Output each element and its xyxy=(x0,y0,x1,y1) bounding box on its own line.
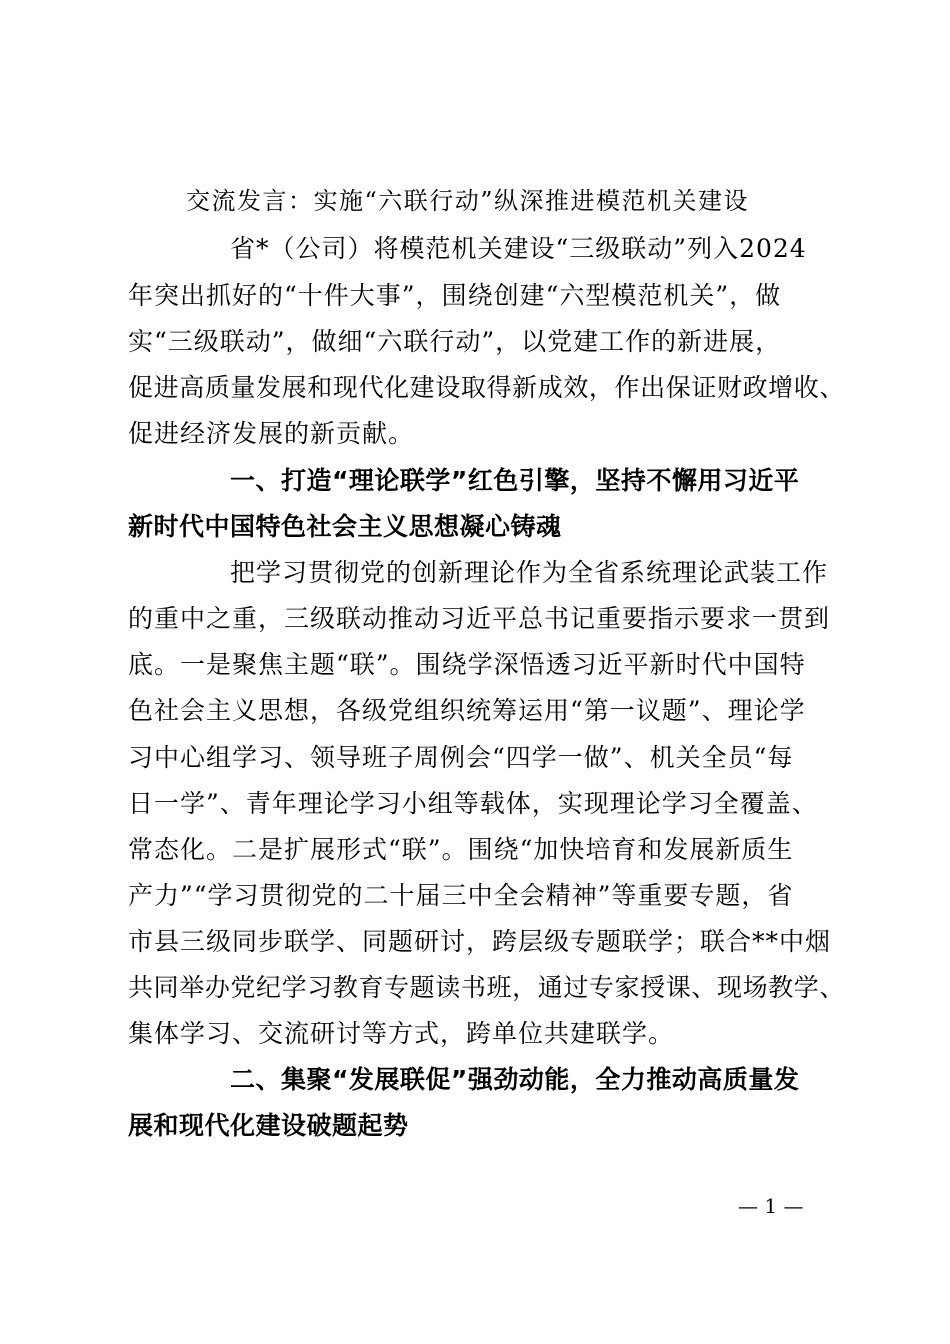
section1-body-line: 习中心组学习、领导班子周例会“四学一做”、机关全员“每 xyxy=(128,743,794,772)
section1-body-line: 常态化。二是扩展形式“联”。围绕“加快培育和发展新质生 xyxy=(128,835,794,864)
section1-body-line: 的重中之重，三级联动推动习近平总书记重要指示要求一贯到 xyxy=(128,604,831,633)
section1-body-line: 产力”“学习贯彻党的二十届三中全会精神”等重要专题，省 xyxy=(128,881,794,910)
document-title: 交流发言：实施“六联行动”纵深推进模范机关建设 xyxy=(186,187,750,215)
intro-line: 促进高质量发展和现代化建设取得新成效，作出保证财政增收、 xyxy=(128,373,846,402)
section1-body-line: 集体学习、交流研讨等方式，跨单位共建联学。 xyxy=(128,1019,675,1048)
section1-heading: 一、打造“理论联学”红色引擎，坚持不懈用习近平 xyxy=(230,466,800,495)
intro-line: 促进经济发展的新贡献。 xyxy=(128,419,415,448)
section1-body-line: 共同举办党纪学习教育专题读书班，通过专家授课、现场教学、 xyxy=(128,973,846,1002)
section1-body-line: 色社会主义思想，各级党组织统筹运用“第一议题”、理论学 xyxy=(128,696,806,725)
section2-heading: 展和现代化建设破题起势 xyxy=(128,1111,409,1140)
section1-body-line: 日一学”、青年理论学习小组等载体，实现理论学习全覆盖、 xyxy=(128,789,818,818)
section1-body-line: 市县三级同步联学、同题研讨，跨层级专题联学；联合**中烟 xyxy=(128,927,832,956)
page-number: — 1 — xyxy=(738,1194,804,1218)
section1-body-line: 底。一是聚焦主题“联”。围绕学深悟透习近平新时代中国特 xyxy=(128,650,806,679)
section1-body-line: 把学习贯彻党的创新理论作为全省系统理论武装工作 xyxy=(230,558,829,587)
intro-line: 年突出抓好的“十件大事”，围绕创建“六型模范机关”，做 xyxy=(128,281,782,310)
intro-line: 实“三级联动”，做细“六联行动”，以党建工作的新进展， xyxy=(128,327,782,356)
section2-heading: 二、集聚“发展联促”强劲动能，全力推动高质量发 xyxy=(230,1065,800,1094)
section1-heading: 新时代中国特色社会主义思想凝心铸魂 xyxy=(128,512,562,541)
intro-line: 省*（公司）将模范机关建设“三级联动”列入2024 xyxy=(230,234,807,263)
